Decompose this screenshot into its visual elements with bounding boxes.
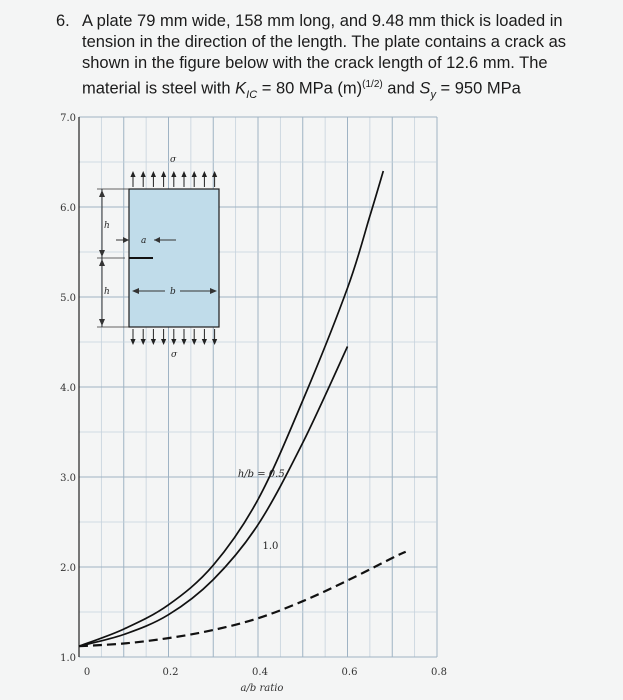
chart-annotations [238,469,285,552]
exponent: (1/2) [362,79,383,90]
problem-number: 6. [56,12,70,30]
x-tick-label: 0.2 [162,667,179,678]
top-arrowhead [171,171,176,177]
top-arrowhead [141,171,146,177]
x-tick-label: 0.6 [341,667,358,678]
annotation-label: 1.0 [262,541,279,552]
x-tick-label: 0.4 [252,667,268,678]
kic-subscript: IC [246,88,258,101]
top-arrowhead [192,171,197,177]
kic-symbol: K [235,79,247,98]
problem-line-4-c: and [382,79,420,98]
y-tick-label: 3.0 [60,473,76,484]
y-tick-label: 2.0 [60,563,76,574]
y-tick-label: 7.0 [60,113,76,124]
x-tick-label: 0 [83,667,91,678]
a-arrowhead-left [123,237,129,243]
sy-subscript: y [430,88,436,101]
h-top-label: h [104,221,110,231]
bottom-load-arrows [130,329,217,345]
chart-tick-labels [60,113,447,694]
top-arrowhead [151,171,156,177]
top-arrowhead [202,171,207,177]
series-line-1 [79,171,383,646]
y-tick-label: 6.0 [60,203,76,214]
problem-line-3: shown in the figure below with the crack length of 12.6 mm. The [82,54,548,72]
a-label: a [141,236,147,246]
problem-line-4-b: = 80 MPa (m) [257,79,363,98]
sigma-bottom-label: σ [171,350,178,360]
x-axis-label: a/b ratio [240,683,284,694]
h-bottom-label: h [104,287,110,297]
problem-line-2: tension in the direction of the length. The plate contains a crack as [82,33,566,51]
problem-line-1: A plate 79 mm wide, 158 mm long, and 9.48 mm thick is loaded in [82,12,563,30]
sigma-top-label: σ [170,155,177,165]
y-tick-label: 5.0 [60,293,76,304]
problem-line-4-a: material is steel with [82,79,236,98]
chart-series [79,171,406,646]
x-tick-label: 0.8 [431,667,447,678]
top-arrowhead [181,171,186,177]
sy-symbol: S [419,79,431,98]
y-tick-label: 1.0 [60,653,76,664]
series-line-dashed [79,552,406,647]
b-label: b [170,287,176,297]
top-load-arrows [130,171,217,187]
annotation-label: h/b = 0.5 [237,469,285,480]
y-tick-label: 4.0 [60,383,76,394]
plate-inset-figure [97,155,219,360]
top-arrowhead [130,171,135,177]
problem-line-4-d: = 950 MPa [435,79,521,98]
top-arrowhead [161,171,166,177]
